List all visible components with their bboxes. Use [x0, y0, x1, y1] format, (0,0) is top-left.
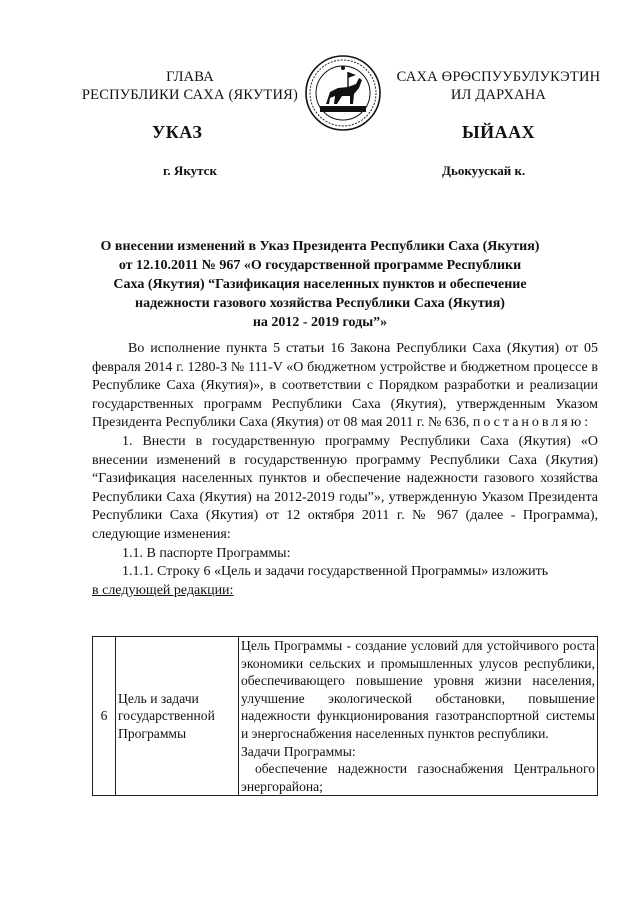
city-sakha: Дьокуускай к.: [442, 163, 526, 178]
doc-type-russian: УКАЗ: [152, 122, 203, 142]
row-number: 6: [93, 637, 116, 796]
city-russian: г. Якутск: [163, 163, 217, 178]
clause-1-1-1-tail-text: в следующей редакции:: [92, 582, 234, 598]
doc-type-sakha: ЫЙААХ: [462, 122, 536, 142]
issuer-header-russian: [70, 68, 310, 104]
issuer-line-sakha-1: САХА ӨРӨСПУУБУЛУКЭТИН: [396, 69, 601, 85]
issuer-line-1: ГЛАВА: [166, 69, 214, 85]
program-goal: Цель Программы - создание условий для устойчивого роста экономики сельских и промышленных улусов республики, обеспечивающего повышение уровня жизни населения, улучшение экологической обстановки, повышение надежности функционирования газотранспортной системы и энергоснабжения населенных пунктов республики.: [241, 638, 595, 741]
program-passport-table: [92, 636, 598, 796]
decree-title: [92, 237, 548, 332]
clause-1-1-paragraph: 1.1. В паспорте Программы:: [122, 545, 291, 561]
title-line: надежности газового хозяйства Республики Саха (Якутия): [135, 296, 505, 311]
coat-of-arms-sakha-icon: [304, 54, 382, 132]
preamble-paragraph: [92, 340, 598, 433]
clause-1-1-1-paragraph: 1.1.1. Строку 6 «Цель и задачи государственной Программы» изложить: [122, 564, 549, 580]
issuer-line-sakha-2: ИЛ ДАРХАНА: [450, 87, 547, 103]
title-line: Саха (Якутия) “Газификация населенных пунктов и обеспечение: [113, 277, 527, 292]
row-label: Цель и задачи государственной Программы: [116, 637, 239, 796]
row-content: [239, 637, 598, 796]
preamble-text: Во исполнение пункта 5 статьи 16 Закона Республики Саха (Якутия) от 05 февраля 2014 г. 1280-З № 111-V «О бюджетном устройстве и бюджетном процессе в Республике Саха (Якутия)», в соответствии с Порядком разработки и реализации государственных программ Республики Саха (Якутия), утвержденным Указом Президента Республики Саха (Якутия) от 08 мая 2011 г. № 636,: [92, 341, 598, 431]
decree-body: [92, 340, 598, 600]
title-line: от 12.10.2011 № 967 «О государственной программе Республики: [118, 258, 522, 273]
title-line: О внесении изменений в Указ Президента Республики Саха (Якутия): [100, 239, 540, 254]
program-tasks-title: Задачи Программы:: [241, 743, 356, 759]
resolves-verb: постановляю:: [472, 415, 592, 431]
clause-1-paragraph: 1. Внести в государственную программу Республики Саха (Якутия) «О внесении изменений в государственную программу Республики Саха (Якутия) “Газификация населенных пунктов и обеспечение надежности газового хозяйства Республики Саха (Якутия) на 2012-2019 годы”», утвержденную Указом Президента Республики Саха (Якутия) от 12 октября 2011 г. № 967 (далее - Программа), следующие изменения:: [92, 433, 598, 542]
issuer-line-2: РЕСПУБЛИКИ САХА (ЯКУТИЯ): [81, 87, 299, 103]
issuer-header-sakha: [386, 68, 611, 104]
table-row: [93, 637, 598, 796]
clause-1-1-1-tail: [92, 582, 598, 601]
title-line: на 2012 - 2019 годы”»: [252, 315, 388, 330]
program-task-item: обеспечение надежности газоснабжения Центрального энергорайона;: [241, 761, 595, 794]
